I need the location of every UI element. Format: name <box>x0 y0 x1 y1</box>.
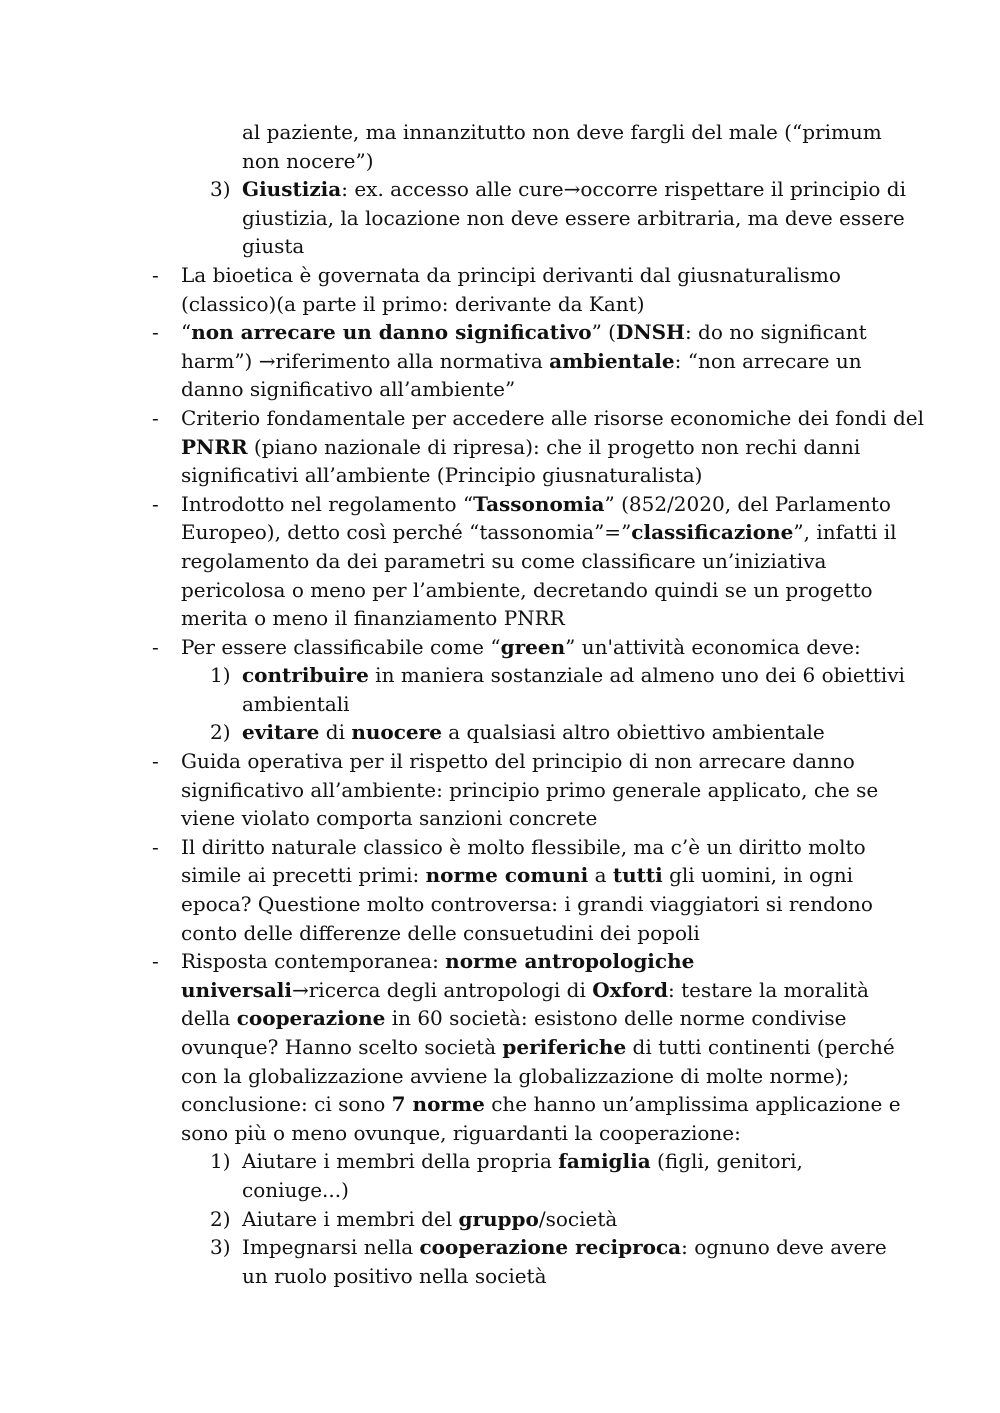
bold-text: evitare <box>242 720 320 745</box>
bold-text: universali <box>181 977 292 1002</box>
line-text <box>181 490 891 519</box>
line-text <box>181 290 645 319</box>
text-run: che hanno un’amplissima applicazione e <box>484 1092 901 1117</box>
text-run: (classico)(a parte il primo: derivante da Kant) <box>181 291 645 316</box>
text-run: Guida operativa per il rispetto del principio di non arrecare danno <box>181 749 855 774</box>
line-text <box>181 347 862 376</box>
line-text <box>181 1090 901 1119</box>
list-number: 1) <box>210 663 231 688</box>
bullet-list-line <box>0 976 1000 1005</box>
text-run: in 60 società: esistono delle norme condivise <box>385 1006 847 1031</box>
line-text <box>242 1147 803 1176</box>
bullet-dash: - <box>152 491 159 516</box>
bold-text: norme comuni <box>425 863 589 888</box>
text-run: conclusione: ci sono <box>181 1092 392 1117</box>
list-number: 3) <box>210 177 231 202</box>
text-run: ” un'attività economica deve: <box>565 634 861 659</box>
text-run: significativo all’ambiente: principio primo generale applicato, che se <box>181 777 879 802</box>
line-text <box>181 547 826 576</box>
text-run: della <box>181 1006 237 1031</box>
text-run: Introdotto nel regolamento “ <box>181 491 474 516</box>
line-text <box>181 747 855 776</box>
bullet-list-line <box>0 833 1000 862</box>
bullet-list-line <box>0 804 1000 833</box>
line-text <box>181 919 700 948</box>
text-run: (figli, genitori, <box>650 1149 803 1174</box>
text-run: Il diritto naturale classico è molto flessibile, ma c’è un diritto molto <box>181 834 866 859</box>
text-run: Per essere classificabile come “ <box>181 634 501 659</box>
text-run: al paziente, ma innanzitutto non deve fargli del male (“primum <box>242 120 882 144</box>
text-run: (piano nazionale di ripresa): che il progetto non rechi danni <box>247 434 861 459</box>
list-number: 3) <box>210 1235 231 1260</box>
text-run: : do no significant <box>684 320 867 345</box>
line-text <box>242 661 905 690</box>
bullet-list-line <box>0 518 1000 547</box>
bullet-list-line <box>0 919 1000 948</box>
line-text <box>181 833 866 862</box>
line-text <box>181 318 867 347</box>
numbered-list-line <box>0 1205 1000 1234</box>
text-run: La bioetica è governata da principi derivanti dal giusnaturalismo <box>181 262 841 287</box>
text-run: in maniera sostanziale ad almeno uno dei 6 obiettivi <box>368 663 905 688</box>
bullet-list-line <box>0 347 1000 376</box>
bullet-list-line <box>0 547 1000 576</box>
line-text <box>181 947 694 976</box>
line-text <box>242 1233 887 1262</box>
line-text <box>181 404 924 433</box>
line-text <box>181 518 897 547</box>
list-number: 2) <box>210 1206 231 1231</box>
text-run: giusta <box>242 234 305 259</box>
list-number: 1) <box>210 1149 231 1174</box>
bold-text: ambientale <box>549 348 675 373</box>
bullet-dash: - <box>152 320 159 345</box>
numbered-list-line <box>0 147 1000 176</box>
bullet-dash: - <box>152 262 159 287</box>
numbered-list-line <box>0 1176 1000 1205</box>
list-number: 2) <box>210 720 231 745</box>
bold-text: periferiche <box>502 1035 627 1059</box>
bullet-list-line <box>0 633 1000 662</box>
line-text <box>242 718 825 747</box>
text-run: danno significativo all’ambiente” <box>181 377 516 402</box>
text-run: /società <box>538 1206 618 1231</box>
text-run: regolamento da dei parametri su come classificare un’iniziativa <box>181 548 827 573</box>
numbered-list-line <box>0 661 1000 690</box>
bold-text: DNSH <box>615 320 685 345</box>
line-text <box>181 633 861 662</box>
text-run: : testare la moralità <box>668 977 869 1002</box>
text-run: conto delle differenze delle consuetudini dei popoli <box>181 920 700 945</box>
text-run: epoca? Questione molto controversa: i grandi viaggiatori si rendono <box>181 892 873 917</box>
bullet-list-line <box>0 490 1000 519</box>
text-run: a qualsiasi altro obiettivo ambientale <box>441 720 825 745</box>
numbered-list-line <box>0 118 1000 147</box>
bold-text: PNRR <box>181 434 248 459</box>
document-page <box>0 118 1000 1290</box>
line-text <box>181 1004 846 1033</box>
line-text <box>242 147 374 176</box>
bullet-list-line <box>0 461 1000 490</box>
text-run: ” ( <box>591 320 616 345</box>
bullet-list-line <box>0 375 1000 404</box>
bullet-list-line <box>0 1090 1000 1119</box>
bullet-dash: - <box>152 749 159 774</box>
text-run: Aiutare i membri del <box>242 1206 459 1231</box>
text-run: di tutti continenti (perché <box>626 1035 895 1059</box>
text-run: ambientali <box>242 691 350 716</box>
numbered-list-line <box>0 204 1000 233</box>
line-text <box>181 604 565 633</box>
line-text <box>181 1119 741 1148</box>
line-text <box>181 433 860 462</box>
numbered-list-line <box>0 232 1000 261</box>
numbered-list-line <box>0 1233 1000 1262</box>
bold-text: contribuire <box>242 663 369 688</box>
text-run: non nocere”) <box>242 148 374 173</box>
bullet-list-line <box>0 604 1000 633</box>
line-text <box>181 261 841 290</box>
text-run: gli uomini, in ogni <box>662 863 854 888</box>
bold-text: cooperazione reciproca <box>419 1235 682 1260</box>
text-run: giustizia, la locazione non deve essere arbitraria, ma deve essere <box>242 205 905 230</box>
text-run: ” (852/2020, del Parlamento <box>604 491 891 516</box>
text-run: Impegnarsi nella <box>242 1235 420 1260</box>
line-text <box>242 204 905 233</box>
text-run: con la globalizzazione avviene la globalizzazione di molte norme); <box>181 1063 850 1088</box>
numbered-list-line <box>0 175 1000 204</box>
bold-text: norme antropologiche <box>445 949 695 974</box>
bold-text: Giustizia <box>242 177 342 202</box>
text-run: : “non arrecare un <box>674 348 862 373</box>
line-text <box>242 232 304 261</box>
text-run: viene violato comporta sanzioni concrete <box>181 806 598 831</box>
text-run: merita o meno il finanziamento PNRR <box>181 606 565 631</box>
text-run: sono più o meno ovunque, riguardanti la cooperazione: <box>181 1120 741 1145</box>
text-run: “ <box>181 320 192 345</box>
bullet-dash: - <box>152 634 159 659</box>
bold-text: non arrecare un danno significativo <box>191 320 592 345</box>
line-text <box>242 1262 547 1291</box>
bullet-list-line <box>0 747 1000 776</box>
bullet-list-line <box>0 890 1000 919</box>
bullet-list-line <box>0 318 1000 347</box>
bold-text: classificazione <box>631 520 794 545</box>
bold-text: green <box>500 634 566 659</box>
line-text <box>181 1062 849 1091</box>
text-run: Europeo), detto così perché “tassonomia”=” <box>181 520 632 545</box>
line-text <box>242 175 906 204</box>
line-text <box>242 690 350 719</box>
bullet-list-line <box>0 261 1000 290</box>
text-run: pericolosa o meno per l’ambiente, decretando quindi se un progetto <box>181 577 873 602</box>
text-run: →ricerca degli antropologi di <box>291 977 593 1002</box>
numbered-list-line <box>0 718 1000 747</box>
bold-text: gruppo <box>458 1206 539 1231</box>
bullet-dash: - <box>152 949 159 974</box>
bullet-list-line <box>0 433 1000 462</box>
text-run: Aiutare i membri della propria <box>242 1149 559 1174</box>
line-text <box>181 976 869 1005</box>
text-run: di <box>319 720 352 745</box>
line-text <box>181 461 702 490</box>
bullet-list-line <box>0 1033 1000 1062</box>
line-text <box>181 576 873 605</box>
text-run: harm”) →riferimento alla normativa <box>181 348 550 373</box>
bullet-dash: - <box>152 834 159 859</box>
numbered-list-line <box>0 1147 1000 1176</box>
bullet-list-line <box>0 776 1000 805</box>
text-run: Risposta contemporanea: <box>181 949 446 974</box>
text-run: coniuge...) <box>242 1177 349 1202</box>
bold-text: famiglia <box>558 1149 651 1174</box>
text-run: un ruolo positivo nella società <box>242 1263 547 1288</box>
numbered-list-line <box>0 690 1000 719</box>
text-run: ovunque? Hanno scelto società <box>181 1035 503 1059</box>
text-run: : ex. accesso alle cure→occorre rispettare il principio di <box>341 177 906 202</box>
bold-text: Oxford <box>592 977 669 1002</box>
bullet-list-line <box>0 1004 1000 1033</box>
bullet-dash: - <box>152 405 159 430</box>
line-text <box>181 375 515 404</box>
bullet-list-line <box>0 947 1000 976</box>
text-run: ”, infatti il <box>793 520 897 545</box>
text-run: simile ai precetti primi: <box>181 863 426 888</box>
text-run: Criterio fondamentale per accedere alle risorse economiche dei fondi del <box>181 405 925 430</box>
line-text <box>242 1176 349 1205</box>
bold-text: cooperazione <box>236 1006 386 1031</box>
text-run: significativi all’ambiente (Principio giusnaturalista) <box>181 463 703 488</box>
line-text <box>181 1033 895 1062</box>
text-run: a <box>588 863 613 888</box>
text-run: : ognuno deve avere <box>681 1235 887 1260</box>
bullet-list-line <box>0 1119 1000 1148</box>
bullet-list-line <box>0 290 1000 319</box>
bullet-list-line <box>0 576 1000 605</box>
bold-text: 7 norme <box>391 1092 485 1117</box>
bold-text: tutti <box>612 863 663 888</box>
line-text <box>181 861 853 890</box>
bold-text: nuocere <box>351 720 442 745</box>
line-text <box>181 890 873 919</box>
bullet-list-line <box>0 861 1000 890</box>
line-text <box>242 118 882 147</box>
line-text <box>242 1205 617 1234</box>
bold-text: Tassonomia <box>473 491 605 516</box>
bullet-list-line <box>0 1062 1000 1091</box>
bullet-list-line <box>0 404 1000 433</box>
numbered-list-line <box>0 1262 1000 1291</box>
line-text <box>181 776 878 805</box>
line-text <box>181 804 597 833</box>
